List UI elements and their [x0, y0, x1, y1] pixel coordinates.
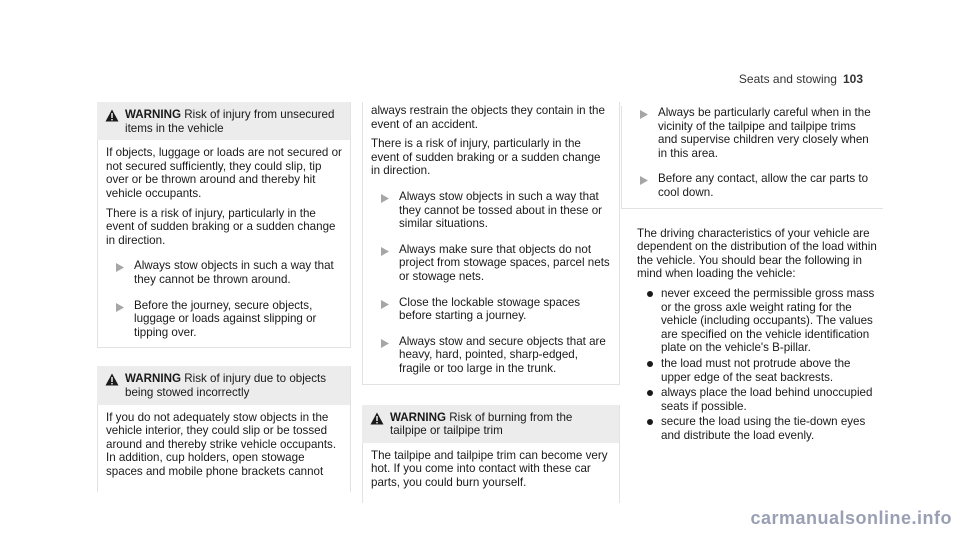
arrow-bullet-icon	[381, 296, 391, 323]
list-item-text: always place the load behind unoccupied seats if possible.	[661, 386, 873, 413]
warning-body	[362, 102, 619, 384]
column-3	[621, 102, 883, 444]
paragraph: If objects, luggage or loads are not secured or not secured sufficiently, they could slip, tip over or be thrown around and thereby hit vehicle occupants.	[106, 146, 342, 200]
arrow-bullet-icon	[381, 335, 391, 376]
warning-body	[362, 443, 619, 504]
warning-title: Risk of burning from the tailpipe or tailpipe trim	[390, 410, 573, 438]
bullet-dot-icon	[647, 361, 653, 367]
step-item	[106, 259, 342, 286]
column-2	[362, 102, 620, 503]
list-item-text: the load must not protrude above the upper edge of the seat backrests.	[661, 356, 851, 384]
list-item	[637, 357, 883, 384]
page-number: 103	[842, 72, 863, 86]
bullet-dot-icon	[647, 291, 653, 297]
warning-header	[97, 366, 350, 404]
warning-triangle-icon	[105, 372, 119, 399]
warning-box-burning	[362, 405, 620, 504]
warning-box-continued	[362, 102, 620, 385]
paragraph: There is a risk of injury, particularly in the event of sudden braking or a sudden change in direction.	[371, 137, 601, 178]
warning-header	[362, 405, 619, 443]
step-item	[371, 243, 611, 284]
paragraph: The tailpipe and tailpipe trim can become very hot. If you come into contact with these car parts, you could burn yourself.	[371, 448, 608, 489]
warning-box-stowed-incorrectly	[97, 366, 351, 492]
warning-header	[97, 102, 350, 140]
step-item	[371, 335, 611, 376]
list-item-text: never exceed the permissible gross mass or the gross axle weight rating for the vehicle (including occupants). The values are specified on the vehicle identification plate on the vehicle's B-pillar.	[661, 286, 875, 355]
step-text: Close the lockable stowage spaces before starting a journey.	[399, 295, 581, 323]
arrow-bullet-icon	[640, 106, 650, 160]
warning-label: WARNING	[390, 410, 447, 424]
step-text: Always make sure that objects do not project from stowage spaces, parcel nets or stowage nets.	[399, 242, 610, 283]
paragraph: The driving characteristics of your vehicle are dependent on the distribution of the load within the vehicle. You should bear the following in mind when loading the vehicle:	[637, 226, 877, 281]
warning-label: WARNING	[125, 108, 182, 121]
warning-label: WARNING	[125, 372, 182, 386]
column-1	[97, 102, 351, 492]
paragraph: If you do not adequately stow objects in the vehicle interior, they could slip or be tossed around and thereby strike vehicle occupants. In addition, cup holders, open stowage spaces and mobile phone brackets cannot	[106, 410, 337, 478]
section-title: Seats and stowing	[738, 72, 837, 86]
bullet-dot-icon	[647, 390, 653, 396]
step-item	[371, 190, 611, 231]
warning-body	[97, 405, 350, 493]
paragraph: always restrain the objects they contain in the event of an accident.	[371, 104, 605, 131]
warning-triangle-icon	[370, 411, 384, 438]
list-item-text: secure the load using the tie-down eyes and distribute the load evenly.	[661, 415, 866, 442]
step-text: Before any contact, allow the car parts to cool down.	[658, 172, 869, 199]
step-item	[630, 172, 875, 199]
loading-guidance	[621, 227, 883, 443]
arrow-bullet-icon	[381, 190, 391, 231]
step-text: Before the journey, secure objects, luggage or loads against slipping or tipping over.	[134, 298, 317, 339]
step-text: Always stow and secure objects that are heavy, hard, pointed, sharp-edged, fragile or too large in the trunk.	[399, 334, 606, 375]
list-item	[637, 287, 883, 355]
warning-box-unsecured-items	[97, 102, 351, 348]
step-text: Always be particularly careful when in the vicinity of the tailpipe and tailpipe trims and supervise children very closely when in this area.	[658, 106, 871, 160]
bullet-dot-icon	[647, 419, 653, 425]
arrow-bullet-icon	[640, 172, 650, 199]
warning-title: Risk of injury due to objects being stowed incorrectly	[125, 372, 327, 399]
arrow-bullet-icon	[116, 299, 126, 340]
warning-body	[621, 106, 883, 208]
arrow-bullet-icon	[381, 243, 391, 284]
step-text: Always stow objects in such a way that they cannot be tossed about in these or similar situations.	[399, 189, 603, 231]
list-item	[637, 386, 883, 413]
paragraph: There is a risk of injury, particularly in the event of sudden braking or a sudden change in direction.	[106, 206, 336, 247]
step-item	[630, 106, 875, 160]
warning-body	[97, 140, 350, 347]
step-text: Always stow objects in such a way that they cannot be thrown around.	[134, 259, 334, 286]
step-item	[106, 299, 342, 340]
step-item	[371, 296, 611, 323]
warning-triangle-icon	[105, 108, 119, 135]
warning-box-burning-continued	[621, 106, 883, 209]
page-header	[739, 72, 863, 86]
watermark: carmanualsonline.info	[750, 508, 952, 528]
warning-title: Risk of injury from unsecured items in the vehicle	[125, 108, 335, 135]
arrow-bullet-icon	[116, 259, 126, 286]
list-item	[637, 415, 883, 442]
bullet-list	[637, 287, 883, 443]
